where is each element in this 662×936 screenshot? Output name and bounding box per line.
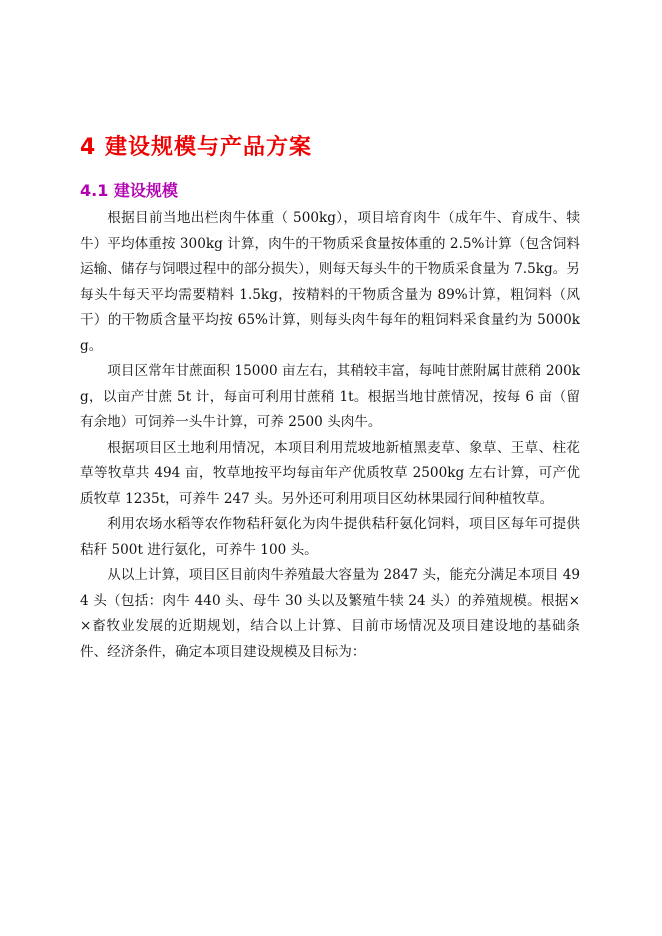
paragraph-capacity: 从以上计算，项目区目前肉牛养殖最大容量为 2847 头，能充分满足本项目 494 头（包括：肉牛 440 头、母牛 30 头以及繁殖牛犊 24 头）的养殖规模。根据××畜牧业发展的近期规划，结合以上计算、目前市场情况及项目建设地的基础条件、经济条件，确定本项目建设规模及目标为： bbox=[80, 567, 580, 660]
paragraph-body-weight: 根据目前当地出栏肉牛体重（ 500kg），项目培育肉牛（成年牛、育成牛、犊牛）平均体重按 300kg 计算，肉牛的干物质采食量按体重的 2.5%计算（包含饲料运输、储存与饲喂过程中的部分损失），则每天每头牛的干物质采食量为 7.5kg。另每头牛每天平均需要精料 1.5kg，按精料的干物质含量为 89%计算，粗饲料（风干）的干物质含量平均按 65%计算，则每头肉牛每年的粗饲料采食量约为 5000kg。 bbox=[80, 210, 580, 354]
section-title: 4.1 建设规模 bbox=[80, 181, 178, 200]
chapter-title: 4 建设规模与产品方案 bbox=[80, 135, 312, 160]
paragraph-sugarcane: 项目区常年甘蔗面积 15000 亩左右，其稍较丰富，每吨甘蔗附属甘蔗稍 200kg，以亩产甘蔗 5t 计，每亩可利用甘蔗稍 1t。根据当地甘蔗情况，按每 6 亩（留有余地）可饲养一头牛计算，可养 2500 头肉牛。 bbox=[80, 363, 580, 430]
body-text bbox=[80, 206, 580, 665]
paragraph-pasture: 根据项目区土地利用情况，本项目利用荒坡地新植黑麦草、象草、王草、柱花草等牧草共 494 亩，牧草地按平均每亩年产优质牧草 2500kg 左右计算，可产优质牧草 1235t，可养牛 247 头。另外还可利用项目区幼林果园行间种植牧草。 bbox=[80, 439, 580, 507]
paragraph-straw: 利用农场水稻等农作物秸秆氨化为肉牛提供秸秆氨化饲料，项目区每年可提供秸秆 500t 进行氨化，可养牛 100 头。 bbox=[80, 516, 580, 558]
